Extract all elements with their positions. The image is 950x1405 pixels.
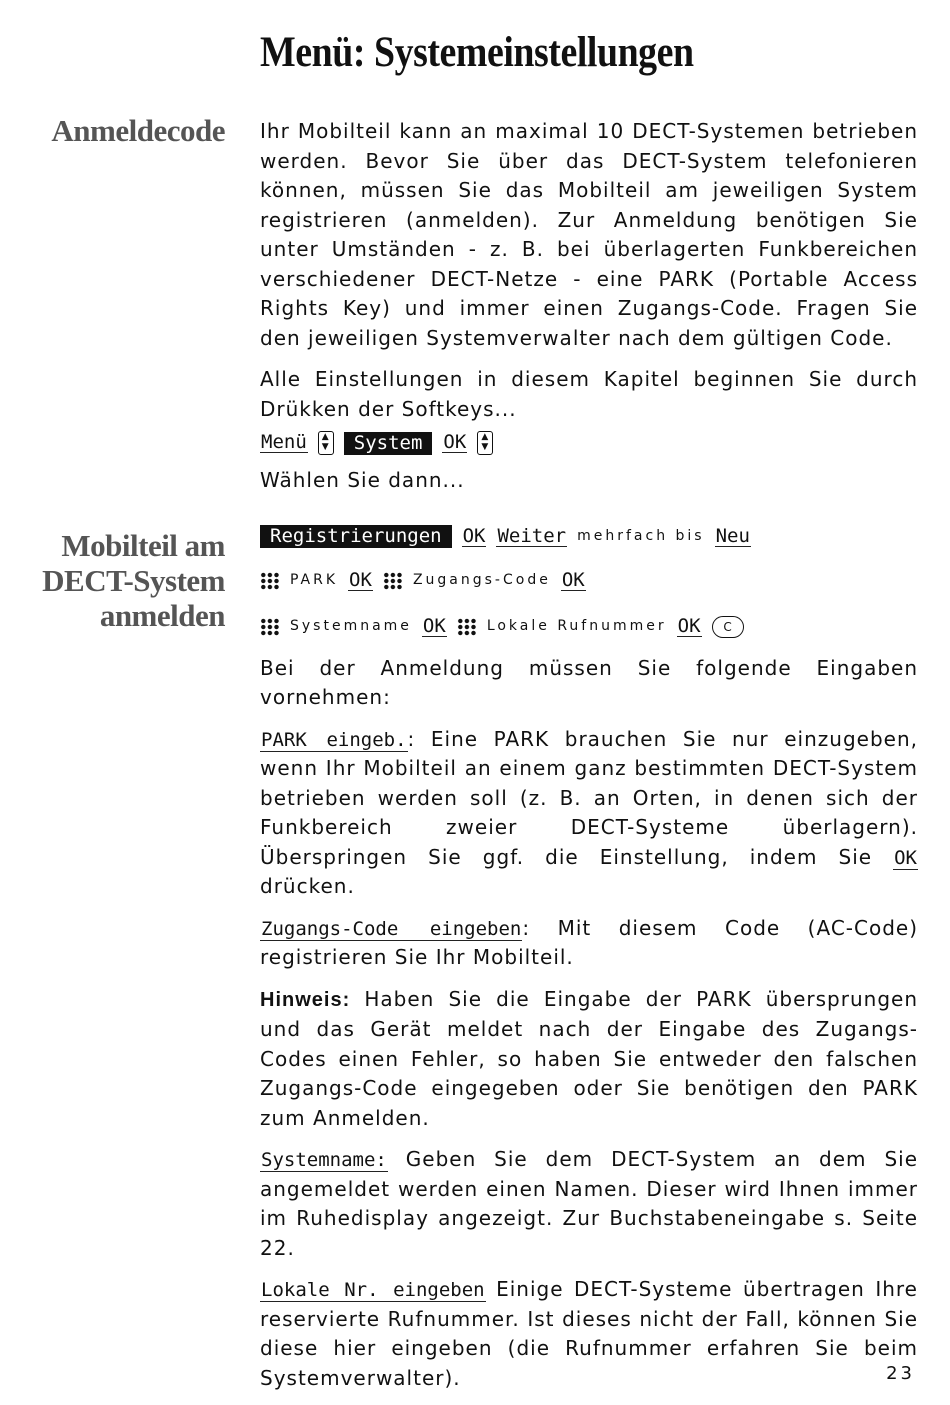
menu-softkey: Menü: [261, 431, 307, 453]
neu-softkey: Neu: [715, 524, 750, 547]
weiter-softkey: Weiter: [497, 524, 567, 547]
keypad-icon: [383, 572, 403, 590]
hinweis-text: Haben Sie die Eingabe der PARK übersprungen und das Gerät meldet nach der Eingabe des Zugangs-Codes einen Fehler, so haben Sie entweder den falschen Zugangs-Code eingegeben oder Sie benötigen den PARK zum Anmelden.: [260, 986, 918, 1130]
repeat-instruction: mehrfach bis: [577, 527, 705, 544]
systemname-step-label: Systemname: [290, 617, 412, 634]
softkey-sequence-systemname: [260, 612, 918, 642]
ok-softkey: OK: [443, 431, 467, 453]
park-entry-paragraph: [260, 725, 918, 902]
page-title: Menü: Systemeinstellungen: [260, 29, 694, 76]
updown-arrow-icon: ▲ ▼: [318, 431, 334, 455]
ok-softkey: OK: [894, 846, 917, 869]
system-softkey: System: [344, 432, 433, 455]
softkey-sequence-register: [260, 522, 918, 552]
sidebar-heading-anmeldecode: Anmeldecode: [51, 113, 225, 148]
lokal-step-label: Lokale Rufnummer: [486, 617, 667, 634]
page-number: 23: [886, 1363, 915, 1384]
ok-softkey: OK: [677, 614, 701, 637]
choose-paragraph: Wählen Sie dann...: [260, 468, 465, 492]
ok-softkey: OK: [561, 568, 585, 591]
hinweis-label: Hinweis:: [260, 988, 351, 1011]
park-step-label: PARK: [290, 571, 339, 588]
c-key-icon: C: [712, 616, 744, 638]
code-eingeben-softkey: Zugangs-Code eingeben: [261, 917, 522, 940]
lokal-entry-text: Einige DECT-Systeme übertragen Ihre reservierte Rufnummer. Ist dieses nicht der Fall, können Sie diese hier eingeben (die Rufnummer erfahren Sie beim Systemverwalter).: [260, 1277, 918, 1390]
hinweis-paragraph: [260, 985, 918, 1134]
lokale-nr-softkey: Lokale Nr. eingeben: [261, 1279, 485, 1301]
sidebar-heading-line: anmelden: [99, 598, 225, 633]
keypad-icon: [457, 618, 477, 636]
systemname-entry-paragraph: [260, 1145, 918, 1263]
softkey-intro-paragraph: Alle Einstellungen in diesem Kapitel beginnen Sie durch Drükken der Softkeys...: [260, 367, 918, 421]
registrierungen-softkey: Registrierungen: [260, 525, 452, 548]
park-entry-text: : Eine PARK brauchen Sie nur einzugeben, wenn Ihr Mobilteil an einem ganz bestimmten DECT-System betrieben werden soll (z. B. an Orten, in denen sich der Funkbereich zweier DECT-Systeme überlagern). Überspringen Sie ggf. die Einstellung, indem Sie: [260, 726, 918, 869]
ok-softkey: OK: [462, 524, 486, 547]
park-eingeb-softkey: PARK eingeb.: [261, 728, 407, 751]
code-step-label: Zugangs-Code: [412, 571, 551, 588]
code-entry-text: : Mit diesem Code (AC-Code) registrieren Sie Ihr Mobilteil.: [260, 915, 919, 969]
softkey-sequence-menu: [260, 428, 918, 458]
systemname-entry-text: Geben Sie dem DECT-System an dem Sie angemeldet werden einen Namen. Dieser wird Ihnen immer im Ruhedisplay angezeigt. Zur Buchstabeneingabe s. Seite 22.: [260, 1147, 918, 1260]
park-entry-text-end: drücken.: [260, 874, 355, 898]
ok-softkey: OK: [349, 568, 372, 591]
sidebar-heading-line: Mobilteil am: [61, 528, 225, 563]
main-content: [260, 117, 918, 1405]
systemname-softkey: Systemname:: [261, 1149, 387, 1171]
sidebar-heading-line: DECT-System: [42, 563, 225, 598]
keypad-icon: [260, 618, 280, 636]
intro-paragraph: Ihr Mobilteil kann an maximal 10 DECT-Systemen betrieben werden. Bevor Sie über das DECT-System telefonieren können, müssen Sie das Mobilteil am jeweiligen System registrieren (anmelden). Zur Anmeldung benötigen Sie unter Umständen - z. B. bei überlagerten Funkbereichen verschiedener DECT-Netze - eine PARK (Portable Access Rights Key) und immer einen Zugangs-Code. Fragen Sie den jeweiligen Systemverwalter nach dem gültigen Code.: [260, 119, 918, 350]
code-entry-paragraph: [260, 914, 918, 973]
entries-intro-paragraph: Bei der Anmeldung müssen Sie folgende Eingaben vornehmen:: [260, 655, 918, 709]
sidebar-heading-anmelden: [5, 528, 225, 633]
keypad-icon: [260, 572, 280, 590]
ok-softkey: OK: [422, 614, 446, 637]
updown-arrow-icon: ▲ ▼: [477, 431, 493, 455]
lokal-entry-paragraph: [260, 1275, 918, 1393]
softkey-sequence-park: [260, 566, 918, 596]
